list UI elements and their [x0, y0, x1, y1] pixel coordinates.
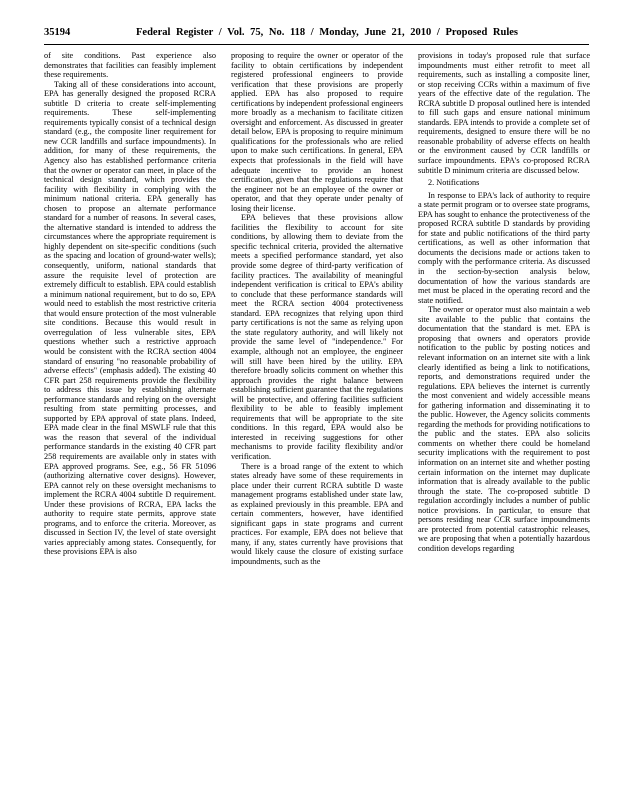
page-number: 35194 [44, 27, 71, 38]
text-column-middle [231, 51, 403, 791]
paragraph: EPA believes that these provisions allow facilities the flexibility to account for site conditions, by allowing them to deviate from the specific technical criteria, provided the alternative meets a specified performance standard, yet also provide some degree of third-party verification of facility practices. The availability of meaningful independent verification is critical to EPA's ability to conclude that these performance standards will meet the RCRA section 4004 protectiveness standard. EPA recognizes that relying upon third party certifications is not the same as relying upon the state regulatory authority, and will likely not provide the same level of "independence." For example, although not an employee, the engineer will still have been hired by the utility. EPA therefore broadly solicits comment on whether this approach provides the right balance between establishing sufficient guarantee that the regulations will be protective, and offering facilities sufficient flexibility to be able to feasibly implement requirements that will be appropriate to the site conditions. In this regard, EPA would also be interested in receiving suggestions for other mechanisms to provide facility flexibility and/or verification. [231, 213, 403, 461]
paragraph: provisions in today's proposed rule that surface impoundments must either retrofit to meet all requirements, such as installing a composite liner, or stop receiving CCRs within a maximum of five years of the effective date of the regulation. The RCRA subtitle D proposal outlined here is intended to fill such gaps and ensure national minimum standards. EPA intends to provide a complete set of requirements, designed to ensure there will be no reasonable probability of adverse effects on health or the environment caused by CCR landfills or surface impoundments. EPA's co-proposed RCRA subtitle D minimum criteria are discussed below. [418, 51, 590, 175]
header-rule [44, 44, 589, 45]
text-column-right [418, 51, 590, 791]
paragraph: The owner or operator must also maintain a web site available to the public that contains the documentation that the standard is met. EPA is proposing that owners and operators provide notification to the public by posting notices and relevant information on an internet site with a link clearly identified as being a link to notifications, reports, and demonstrations required under the regulations. EPA believes the internet is currently the most convenient and widely accessible means for gathering information and disseminating it to the public. However, the Agency solicits comments regarding the methods for providing notifications to the public and the states. EPA also solicits comments on whether there could be homeland security implications with the requirement to post information on an internet site and whether posting certain information on the internet may duplicate information that is already available to the public through the state. The co-proposed subtitle D regulation accordingly includes a number of public notice provisions. In particular, to ensure that persons residing near CCR surface impoundments are protected from potential catastrophic releases, we are proposing that when a potentially hazardous condition develops regarding [418, 305, 590, 553]
paragraph: proposing to require the owner or operator of the facility to obtain certifications by independent registered professional engineers to provide verification that these provisions are properly applied. EPA has also proposed to require certifications by independent professional engineers more broadly as a mechanism to facilitate citizen oversight and enforcement. As discussed in greater detail below, EPA is proposing to require minimum qualifications for the professionals who are relied upon to make such certifications. In general, EPA expects that professionals in the field will have adequate incentive to provide an honest certification, given that the regulations require that the engineer not be an employee of the owner or operator, and that they operate under penalty of losing their license. [231, 51, 403, 213]
paragraph: In response to EPA's lack of authority to require a state permit program or to oversee state programs, EPA has sought to enhance the protectiveness of the proposed RCRA subtitle D standards by providing for state and public notifications of the third party certifications, as well as other information that documents the decisions made or actions taken to comply with the performance criteria. As discussed in the section-by-section analysis below, documentation of how the various standards are met must be placed in the operating record and the state notified. [418, 190, 590, 305]
text-column-left [44, 51, 216, 791]
paragraph: There is a broad range of the extent to which states already have some of these requirements in place under their current RCRA subtitle D waste management programs established under state law, as explained previously in this preamble. EPA and certain commenters, however, have identified significant gaps in state programs and current practices. For example, EPA does not believe that many, if any, states currently have provisions that would likely cause the closure of existing surface impoundments, such as the [231, 461, 403, 566]
paragraph: of site conditions. Past experience also demonstrates that facilities can feasibly implement these requirements. [44, 51, 216, 80]
section-heading: 2. Notifications [428, 178, 480, 188]
page-header [44, 27, 589, 43]
paragraph: Taking all of these considerations into account, EPA has generally designed the proposed RCRA subtitle D criteria to create self-implementing requirements. These self-implementing requirements typically consist of a technical design standard (e.g., the composite liner requirement for new CCR landfills and surface impoundments). In addition, for many of these requirements, the Agency also has established performance criteria that the owner or operator can meet, in place of the technical design standard, which provides the facility with flexibility in complying with the minimum national criteria. EPA generally has chosen to propose an alternate performance standard for a number of reasons. In several cases, the alternative standard is intended to address the circumstances where the appropriate requirement is highly dependent on site-specific conditions (such as the spacing and location of ground-water wells); consequently, uniform, national standards that assure the requisite level of protection are extremely difficult to establish. EPA could establish a minimum national requirement, but to do so, EPA would need to establish the most restrictive criteria that would ensure protection of the most vulnerable site conditions. Because this would result in overregulation of less vulnerable sites, EPA questions whether such a restrictive approach would be consistent with the RCRA section 4004 standard of ensuring "no reasonable probability of adverse effects" (emphasis added). The existing 40 CFR part 258 requirements provide the flexibility to address this issue by establishing alternate performance standards and relying on the oversight resulting from state permitting processes, and supported by EPA approval of state plans. Indeed, EPA made clear in the final MSWLF rule that this was the reason that several of the individual performance standards in the existing 40 CFR part 258 requirements are available only in states with EPA approved programs. See, e.g., 56 FR 51096 (authorizing alternative cover designs). However, EPA cannot rely on these oversight mechanisms to implement the RCRA 4004 subtitle D requirement. Under these provisions of RCRA, EPA lacks the authority to require state permits, approve state programs, and to enforce the criteria. Moreover, as discussed in Section IV, the level of state oversight varies appreciably among states. Consequently, for these provisions EPA is also [44, 79, 216, 557]
journal-line: Federal Register / Vol. 75, No. 118 / Monday, June 21, 2010 / Proposed Rules [136, 27, 518, 38]
